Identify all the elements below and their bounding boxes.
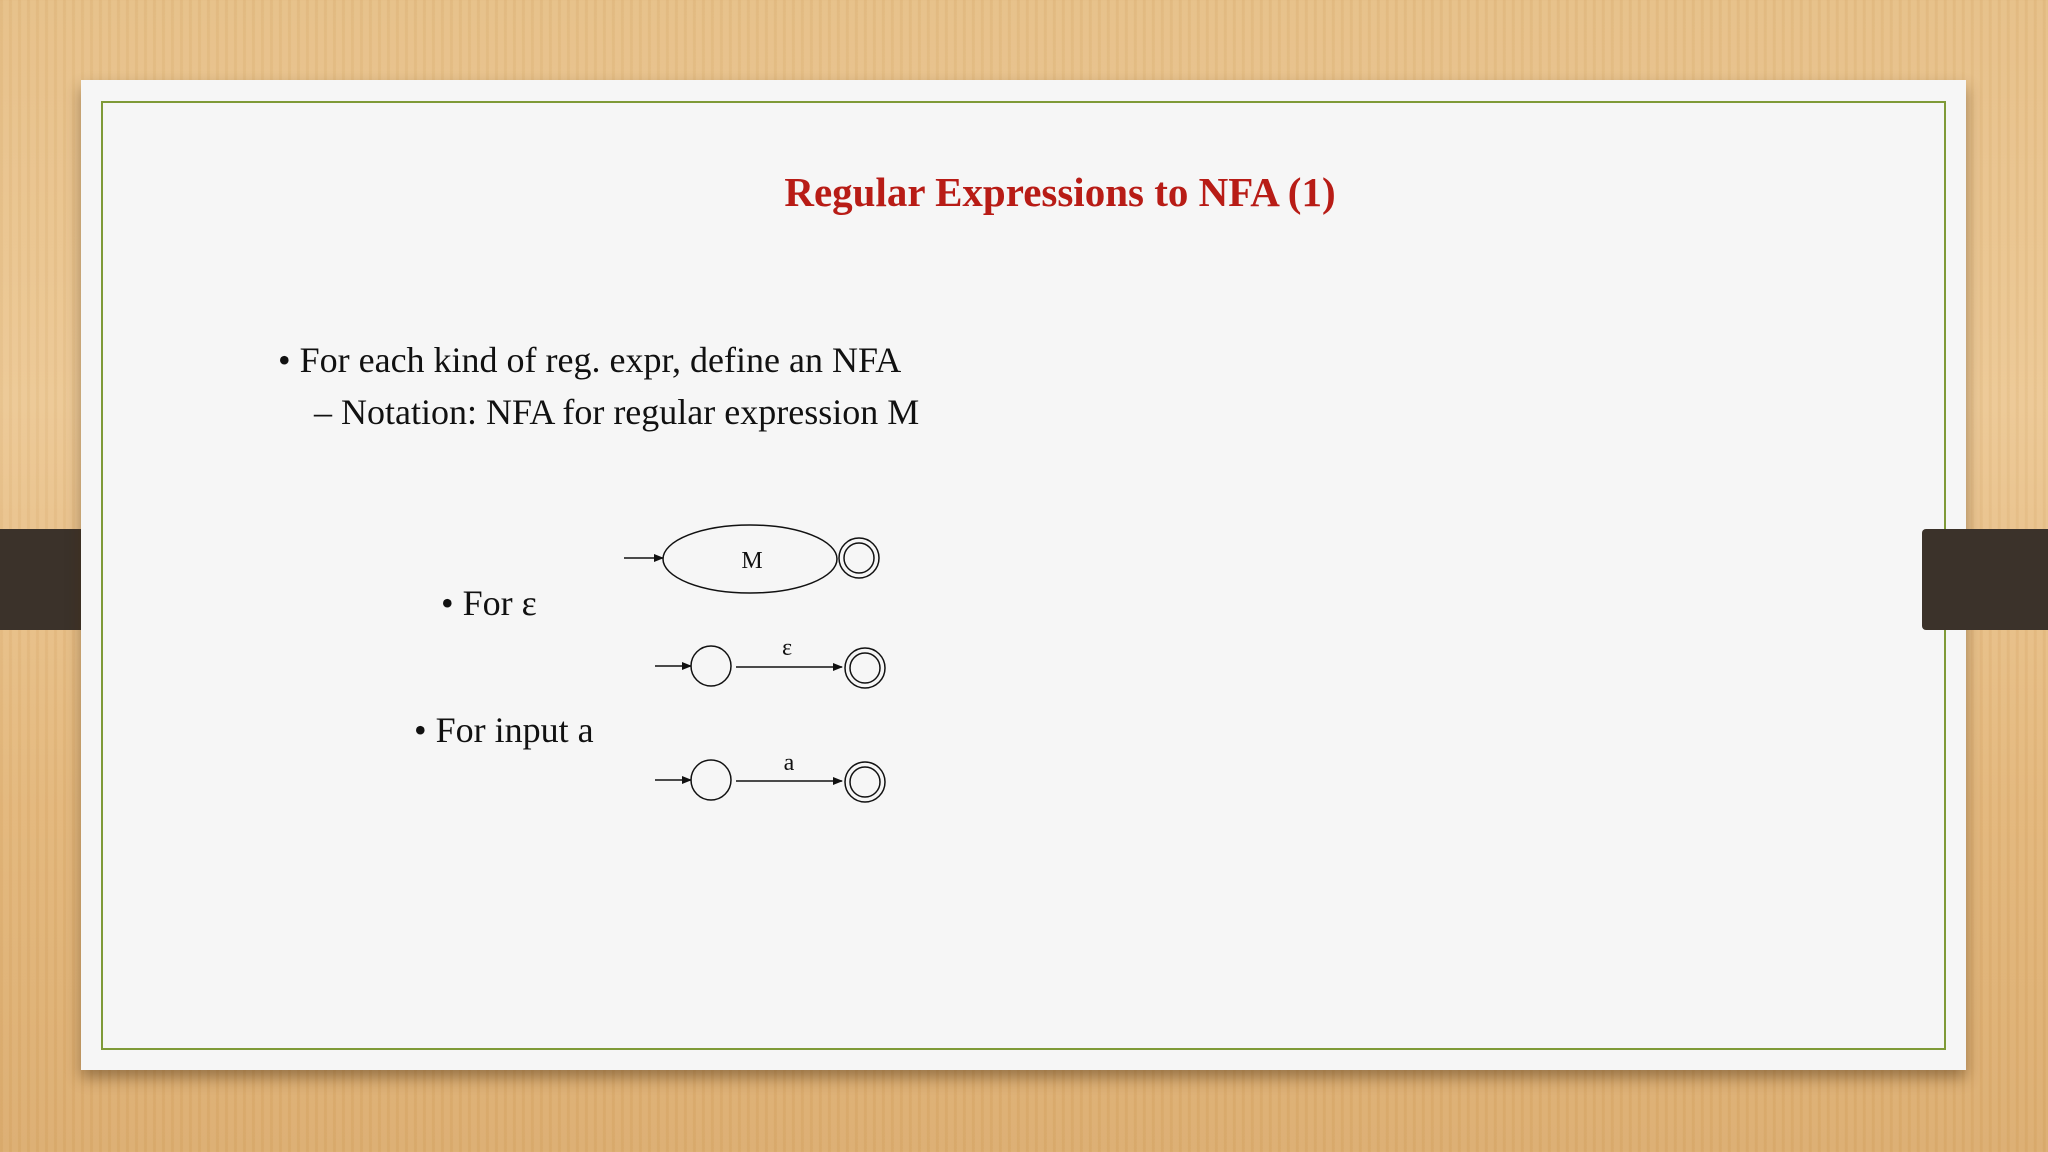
notation-m-label: M xyxy=(741,548,763,574)
input-a-start-state xyxy=(691,760,731,800)
bullet-for-epsilon: • For ε xyxy=(441,583,537,623)
input-a-accept-state-outer xyxy=(845,762,885,802)
epsilon-accept-state-outer xyxy=(845,648,885,688)
input-a-nfa-diagram xyxy=(655,750,885,802)
epsilon-accept-state-inner xyxy=(850,653,880,683)
epsilon-nfa-diagram xyxy=(655,635,885,688)
bullet-for-input-a: • For input a xyxy=(414,710,594,750)
notation-accept-state-inner xyxy=(844,543,874,573)
bullet-define-nfa: • For each kind of reg. expr, define an NFA xyxy=(278,340,902,380)
slide-title: Regular Expressions to NFA (1) xyxy=(784,169,1336,215)
input-a-accept-state-inner xyxy=(850,767,880,797)
sub-bullet-notation: – Notation: NFA for regular expression M xyxy=(314,392,920,432)
notation-accept-state-outer xyxy=(839,538,879,578)
notation-nfa-diagram xyxy=(624,525,879,593)
input-a-transition-label: a xyxy=(783,750,795,776)
epsilon-transition-label: ε xyxy=(781,635,793,661)
epsilon-start-state xyxy=(691,646,731,686)
